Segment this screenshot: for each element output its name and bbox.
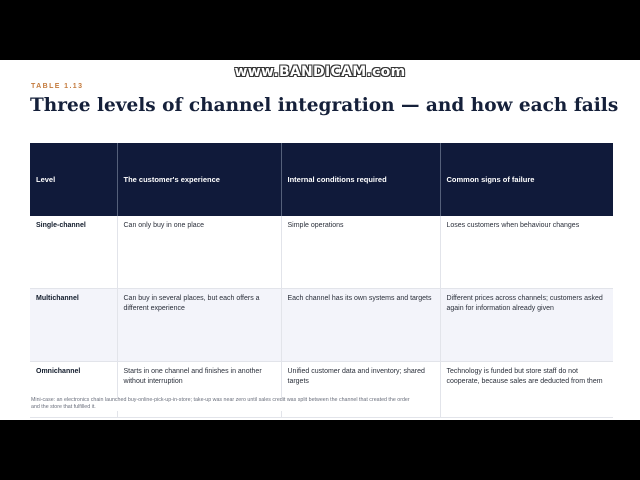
bandicam-watermark: www.BANDICAM.com bbox=[234, 64, 406, 80]
cell-level: Single-channel bbox=[30, 216, 117, 289]
cell-conditions: Each channel has its own systems and targets bbox=[281, 289, 440, 362]
table-header-row bbox=[30, 143, 613, 216]
document-page bbox=[0, 60, 640, 420]
cell-failure: Different prices across channels; customers asked again for information already given bbox=[440, 289, 613, 362]
cell-conditions: Simple operations bbox=[281, 216, 440, 289]
header-signs-of-failure: Common signs of failure bbox=[440, 143, 613, 216]
header-internal-conditions: Internal conditions required bbox=[281, 143, 440, 216]
cell-experience: Can only buy in one place bbox=[117, 216, 281, 289]
header-level: Level bbox=[30, 143, 117, 216]
cell-experience: Starts in one channel and finishes in another without interruption bbox=[117, 362, 281, 418]
cell-level: Multichannel bbox=[30, 289, 117, 362]
page-title: Three levels of channel integration — and how each fails bbox=[30, 95, 619, 116]
header-customer-experience: The customer's experience bbox=[117, 143, 281, 216]
channel-integration-table bbox=[30, 143, 613, 418]
table-row bbox=[30, 289, 613, 362]
table-row bbox=[30, 216, 613, 289]
cell-level: Omnichannel bbox=[30, 362, 117, 418]
cell-failure: Loses customers when behaviour changes bbox=[440, 216, 613, 289]
cell-failure: Technology is funded but store staff do not cooperate, because sales are deducted from them bbox=[440, 362, 613, 418]
mini-case-caption: Mini-case: an electronics chain launched buy-online-pick-up-in-store; take-up was near zero until sales credit was split between the channel that created the order and the store that fulfilled it. bbox=[31, 397, 410, 410]
cell-experience: Can buy in several places, but each offers a different experience bbox=[117, 289, 281, 362]
cell-conditions: Unified customer data and inventory; shared targets bbox=[281, 362, 440, 418]
table-label: TABLE 1.13 bbox=[31, 83, 84, 90]
